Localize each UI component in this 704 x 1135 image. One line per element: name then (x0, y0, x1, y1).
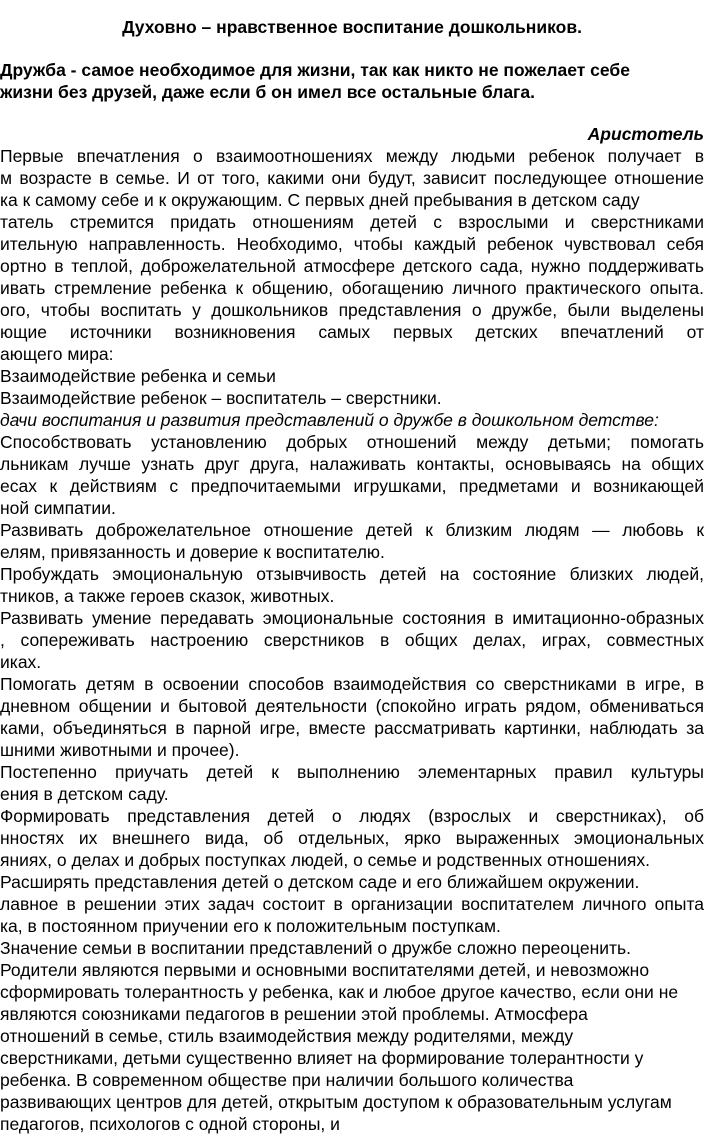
tasks-heading: дачи воспитания и развития представлений о дружбе в дошкольном детстве: (0, 410, 659, 430)
text-line: Первые впечатления о взаимоотношениях между людьми ребенок получает в (0, 146, 704, 166)
text-line: ка к самому себе и к окружающим. С первых дней пребывания в детском саду (0, 190, 640, 210)
text-line: дневном общении и бытовой деятельности (спокойно играть рядом, обмениваться (0, 696, 704, 716)
text-line: Значение семьи в воспитании представлений о дружбе сложно переоценить. (0, 938, 632, 958)
text-line: , сопереживать настроению сверстников в общих делах, играх, совместных (0, 630, 704, 650)
text-line: Постепенно приучать детей к выполнению элементарных правил культуры (0, 762, 704, 782)
text-line: яниях, о делах и добрых поступках людей, о семье и родственных отношениях. (0, 850, 651, 870)
list-item: Взаимодействие ребенок – воспитатель – сверстники. (0, 388, 442, 408)
text-line: Пробуждать эмоциональную отзывчивость детей на состояние близких людей, (0, 564, 704, 584)
list-item: Взаимодействие ребенка и семьи (0, 366, 276, 386)
text-line: ребенка. В современном обществе при наличии большого количества (0, 1070, 574, 1090)
text-line: Формировать представления детей о людях (взрослых и сверстниках), об (0, 806, 704, 826)
text-line: татель стремится придать отношениям детей с взрослыми и сверстниками (0, 212, 704, 232)
text-line: педагогов, психологов с одной стороны, и (0, 1114, 340, 1134)
text-line: ной симпатии. (0, 498, 116, 518)
text-line: являются союзниками педагогов в решении этой проблемы. Атмосфера (0, 1004, 588, 1024)
text-line: льникам лучше узнать друг друга, налаживать контакты, основываясь на общих (0, 454, 704, 474)
text-line: Родители являются первыми и основными воспитателями детей, и невозможно (0, 960, 650, 980)
text-line: сверстниками, детьми существенно влияет на формирование толерантности у (0, 1048, 644, 1068)
text-line: ения в детском саду. (0, 784, 169, 804)
text-line: елям, привязанность и доверие к воспитателю. (0, 542, 385, 562)
text-line: отношений в семье, стиль взаимодействия между родителями, между (0, 1026, 574, 1046)
text-line: шними животными и прочее). (0, 740, 240, 760)
text-line: нностях их внешнего вида, об отдельных, ярко выраженных эмоциональных (0, 828, 704, 848)
text-line: Помогать детям в освоении способов взаимодействия со сверстниками в игре, в (0, 674, 704, 694)
text-line: лавное в решении этих задач состоит в организации воспитателем личного опыта (0, 894, 704, 914)
page-title: Духовно – нравственное воспитание дошкольников. (122, 17, 582, 37)
epigraph-line: Дружба - самое необходимое для жизни, так как никто не пожелает себе (0, 60, 630, 80)
text-line: ого, чтобы воспитать у дошкольников представления о дружбе, были выделены (0, 300, 704, 320)
text-line: Развивать умение передавать эмоциональные состояния в имитационно-образных (0, 608, 704, 628)
epigraph-author: Аристотель (587, 124, 704, 144)
text-line: ющие источники возникновения самых первых детских впечатлений от (0, 322, 704, 342)
text-line: сформировать толерантность у ребенка, как и любое другое качество, если они не (0, 982, 679, 1002)
text-line: Расширять представления детей о детском саде и его ближайшем окружении. (0, 872, 640, 892)
text-line: развивающих центров для детей, открытым доступом к образовательным услугам (0, 1092, 672, 1112)
text-line: Способствовать установлению добрых отношений между детьми; помогать (0, 432, 704, 452)
text-line: м возрасте в семье. И от того, какими они будут, зависит последующее отношение (0, 168, 704, 188)
epigraph-line: жизни без друзей, даже если б он имел все остальные блага. (0, 82, 535, 102)
text-line: ивать стремление ребенка к общению, обогащению личного практического опыта. (0, 278, 704, 298)
text-line: тников, а также героев сказок, животных. (0, 586, 335, 606)
text-line: Развивать доброжелательное отношение детей к близким людям — любовь к (0, 520, 704, 540)
text-line: ающего мира: (0, 344, 114, 364)
text-line: ительную направленность. Необходимо, чтобы каждый ребенок чувствовал себя (0, 234, 704, 254)
text-line: ка, в постоянном приучении его к положительным поступкам. (0, 916, 501, 936)
text-line: есах к действиям с предпочитаемыми игрушками, предметами и возникающей (0, 476, 704, 496)
text-line: иках. (0, 652, 42, 672)
text-line: ортно в теплой, доброжелательной атмосфере детского сада, нужно поддерживать (0, 256, 704, 276)
text-line: ками, объединяться в парной игре, вместе рассматривать картинки, наблюдать за (0, 718, 704, 738)
